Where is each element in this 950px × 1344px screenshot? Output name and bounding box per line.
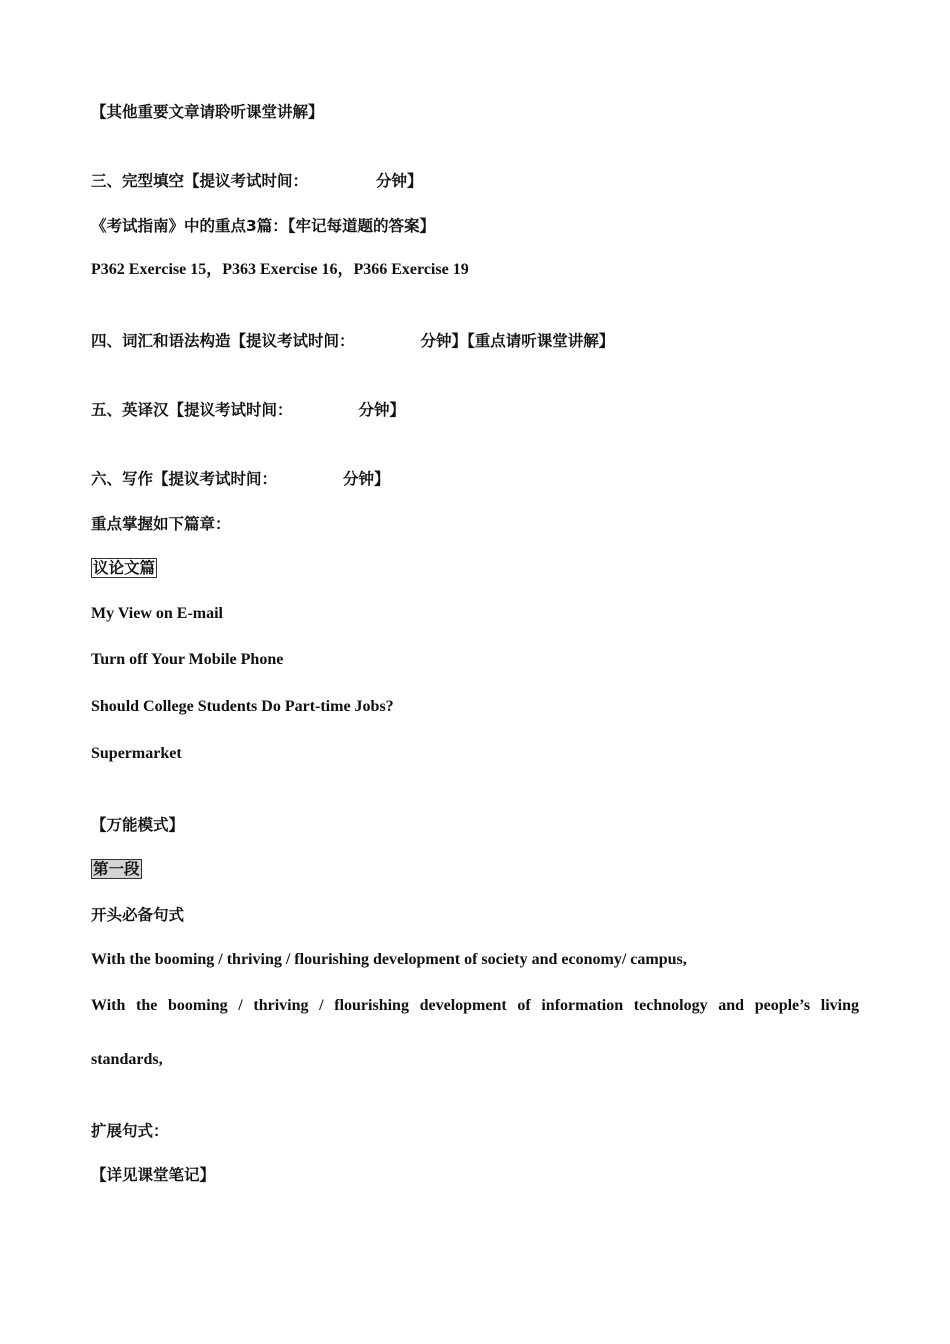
section6-heading-prefix: 六、写作【提议考试时间： <box>91 470 278 488</box>
section3-heading <box>91 171 423 191</box>
section3-heading-suffix: 分钟】 <box>376 172 423 190</box>
section5-heading-suffix: 分钟】 <box>358 401 406 419</box>
section6-heading <box>91 469 390 489</box>
argumentative-label-text: 议论文篇 <box>93 559 156 577</box>
section4-heading-suffix: 分钟】【重点请听课堂讲解】 <box>420 332 615 350</box>
other-articles-note: 【其他重要文章请聆听课堂讲解】 <box>91 103 324 121</box>
section4-heading-prefix: 四、词汇和语法构造【提议考试时间： <box>91 332 355 350</box>
opening-patterns-title: 开头必备句式 <box>91 906 185 924</box>
opening-sentence: With the booming / thriving / flourishing development of information technology and people’s living <box>91 997 859 1014</box>
master-articles-note: 重点掌握如下篇章： <box>91 515 231 533</box>
section4-heading <box>91 331 614 351</box>
essay-title: Supermarket <box>91 745 182 762</box>
first-paragraph-label-text: 第一段 <box>93 860 140 878</box>
opening-sentence-continuation: standards, <box>91 1051 163 1068</box>
section5-heading-prefix: 五、英译汉【提议考试时间： <box>91 401 293 419</box>
essay-title: My View on E-mail <box>91 605 223 622</box>
essay-title: Turn off Your Mobile Phone <box>91 651 284 668</box>
section3-subheading: 《考试指南》中的重点3篇：【牢记每道题的答案】 <box>91 217 436 235</box>
section3-heading-prefix: 三、完型填空【提议考试时间： <box>91 172 309 190</box>
section3-exercises: P362 Exercise 15，P363 Exercise 16，P366 Exercise 19 <box>91 261 469 278</box>
argumentative-label <box>91 558 157 578</box>
universal-pattern-note: 【万能模式】 <box>91 816 185 834</box>
extended-patterns-title: 扩展句式： <box>91 1122 169 1140</box>
section6-heading-suffix: 分钟】 <box>343 470 390 488</box>
first-paragraph-label <box>91 859 142 879</box>
essay-title: Should College Students Do Part-time Jobs? <box>91 698 394 715</box>
section5-heading <box>91 400 405 420</box>
see-class-notes: 【详见课堂笔记】 <box>91 1166 216 1184</box>
opening-sentence: With the booming / thriving / flourishing development of society and economy/ campus, <box>91 951 687 968</box>
